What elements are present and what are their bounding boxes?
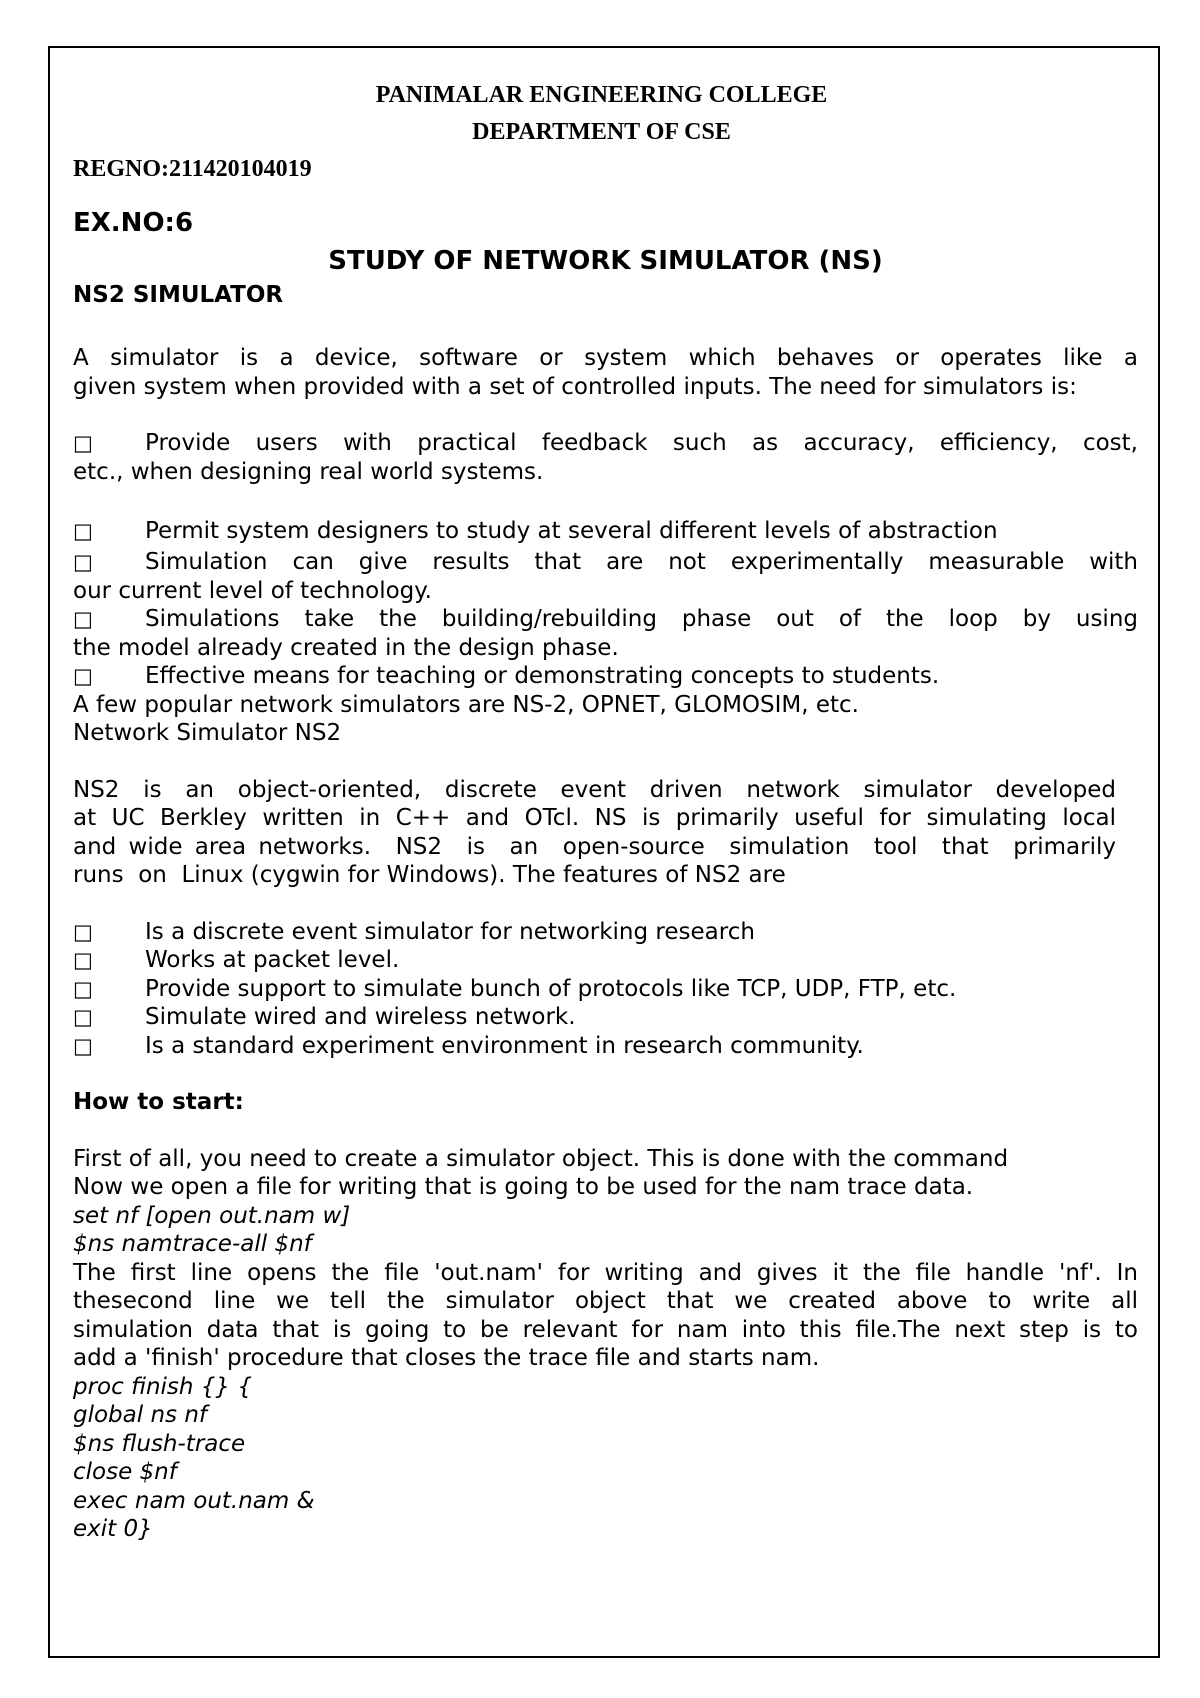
need-bullet-4 <box>73 605 1138 662</box>
how-para-line-1: The first line opens the file 'out.nam' for writing and gives it the file handle 'nf'. In <box>73 1259 1138 1286</box>
ns2-line-4: runs on Linux (cygwin for Windows). The features of NS2 are <box>73 862 786 888</box>
popular-simulators: A few popular network simulators are NS-2, OPNET, GLOMOSIM, etc. <box>73 691 859 718</box>
bullet-text: Simulations take the building/rebuilding phase out of the loop by using <box>145 606 1138 632</box>
regno: REGNO:211420104019 <box>73 156 312 182</box>
bullet-box-icon: □ <box>73 1033 93 1058</box>
how-para-line-2: thesecond line we tell the simulator object that we created above to write all <box>73 1288 1138 1314</box>
how-para-line-4: add a 'finish' procedure that closes the trace file and starts nam. <box>73 1345 820 1371</box>
bullet-box-icon: □ <box>73 550 93 574</box>
bullet-continuation: our current level of technology. <box>73 577 432 604</box>
need-bullet-5 <box>73 662 1138 691</box>
bullet-box-icon: □ <box>73 976 93 1001</box>
section-title: NS2 SIMULATOR <box>73 282 284 308</box>
page-title: STUDY OF NETWORK SIMULATOR (NS) <box>328 246 883 276</box>
code-line: set nf [open out.nam w] <box>73 1202 351 1229</box>
feature-item <box>73 1032 1138 1061</box>
feature-text: Is a standard experiment environment in research community. <box>145 1032 864 1059</box>
ns2-paragraph <box>73 776 1116 890</box>
bullet-continuation: etc., when designing real world systems. <box>73 458 544 485</box>
intro-line-1: A simulator is a device, software or system which behaves or operates like a <box>73 345 1138 371</box>
bullet-box-icon: □ <box>73 519 93 543</box>
how-line-2: Now we open a file for writing that is going to be used for the nam trace data. <box>73 1174 974 1200</box>
how-line-1: First of all, you need to create a simulator object. This is done with the command <box>73 1145 1009 1172</box>
bullet-box-icon: □ <box>73 431 93 455</box>
code-line: proc finish {} { <box>73 1373 252 1400</box>
need-bullet-1 <box>73 429 1138 486</box>
bullet-box-icon: □ <box>73 607 93 631</box>
bullet-continuation: the model already created in the design phase. <box>73 634 619 661</box>
bullet-box-icon: □ <box>73 948 93 972</box>
code-line: close $nf <box>73 1459 177 1485</box>
ns2-line-2: at UC Berkley written in C++ and OTcl. NS is primarily useful for simulating local <box>73 805 1116 831</box>
code-line: $ns namtrace-all $nf <box>73 1231 312 1257</box>
ns2-line-1: NS2 is an object-oriented, discrete event driven network simulator developed <box>73 776 1116 803</box>
how-para-line-3: simulation data that is going to be relevant for nam into this file.The next step is to <box>73 1316 1138 1343</box>
bullet-text: Permit system designers to study at several different levels of abstraction <box>145 518 998 544</box>
bullet-box-icon: □ <box>73 919 93 944</box>
bullet-text: Simulation can give results that are not experimentally measurable with <box>145 549 1138 575</box>
code-line: global ns nf <box>73 1402 208 1428</box>
need-bullet-3 <box>73 548 1138 605</box>
intro-paragraph <box>73 344 1138 401</box>
need-bullet-2 <box>73 514 1138 548</box>
document-body <box>73 78 1138 1544</box>
ns2-heading: Network Simulator NS2 <box>73 720 342 746</box>
how-to-start-heading: How to start: <box>73 1089 244 1115</box>
feature-list <box>73 918 1138 1061</box>
feature-text: Provide support to simulate bunch of protocols like TCP, UDP, FTP, etc. <box>145 975 957 1002</box>
college-name: PANIMALAR ENGINEERING COLLEGE <box>375 82 828 108</box>
ns2-line-3: and wide area networks. NS2 is an open-source simulation tool that primarily <box>73 833 1116 860</box>
code-line: $ns flush-trace <box>73 1430 246 1457</box>
department-name: DEPARTMENT OF CSE <box>472 119 731 145</box>
feature-text: Simulate wired and wireless network. <box>145 1004 576 1030</box>
exercise-number: EX.NO:6 <box>73 208 194 238</box>
code-line: exec nam out.nam & <box>73 1487 315 1514</box>
feature-text: Works at packet level. <box>145 947 400 973</box>
bullet-text: Provide users with practical feedback such as accuracy, efficiency, cost, <box>145 430 1138 456</box>
bullet-text: Effective means for teaching or demonstrating concepts to students. <box>145 663 940 689</box>
feature-item <box>73 918 1138 947</box>
feature-item <box>73 975 1138 1004</box>
how-to-start-body <box>73 1145 1138 1544</box>
feature-item <box>73 946 1138 975</box>
intro-line-2: given system when provided with a set of controlled inputs. The need for simulators is: <box>73 373 1077 400</box>
feature-item <box>73 1003 1138 1032</box>
bullet-box-icon: □ <box>73 1005 93 1029</box>
bullet-box-icon: □ <box>73 664 93 688</box>
code-line: exit 0} <box>73 1516 153 1542</box>
feature-text: Is a discrete event simulator for networking research <box>145 918 755 945</box>
